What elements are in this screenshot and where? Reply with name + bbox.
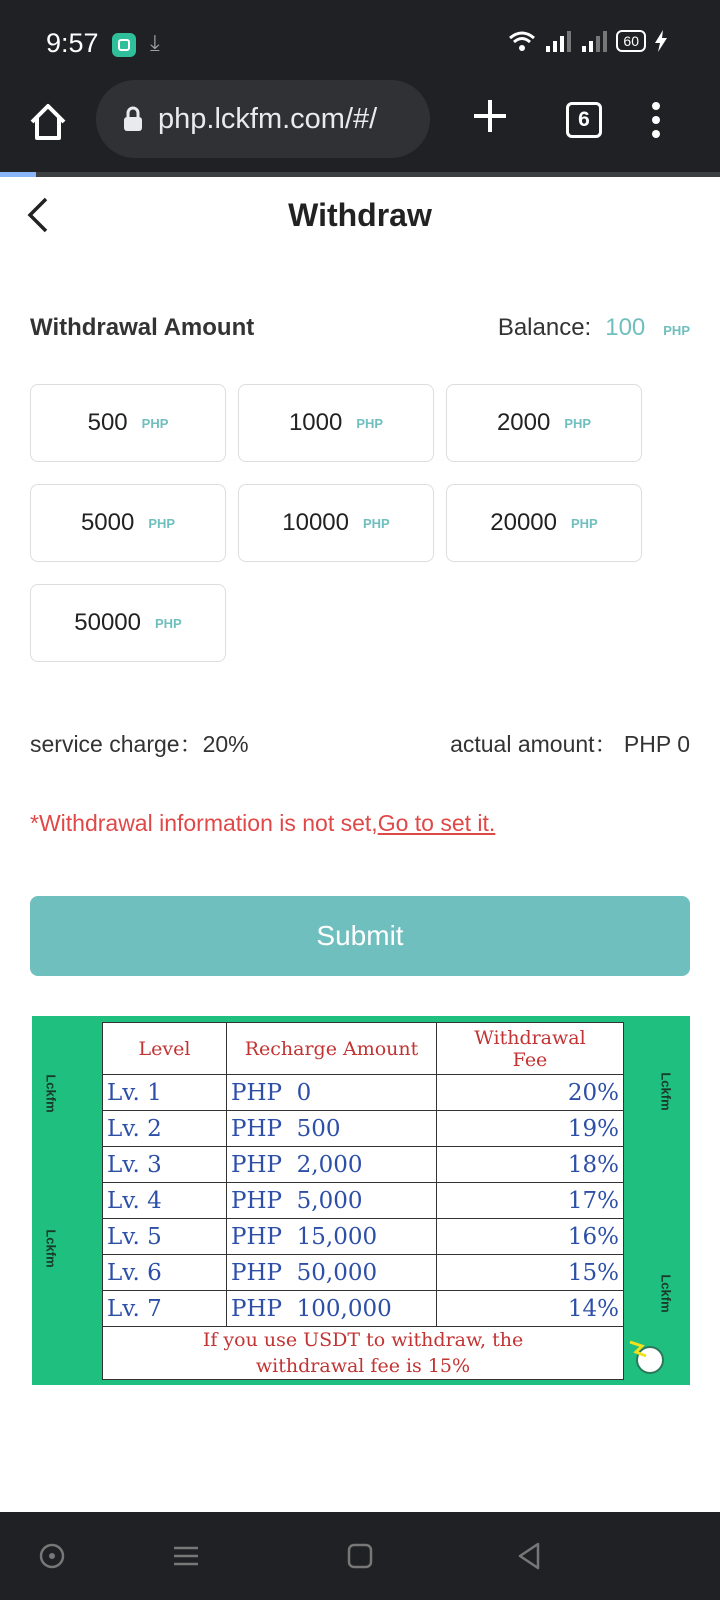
amount-option-1000[interactable] xyxy=(238,384,434,462)
side-label: Lckfm xyxy=(43,1074,59,1113)
battery-icon: 60 xyxy=(616,30,646,52)
table-header-row xyxy=(103,1023,624,1075)
level-cell: Lv. 4 xyxy=(103,1183,227,1219)
balance xyxy=(498,314,690,342)
back-nav-icon[interactable] xyxy=(514,1540,546,1572)
table-note-row xyxy=(103,1327,624,1380)
option-currency: PHP xyxy=(564,415,592,431)
amount-option-5000[interactable] xyxy=(30,484,226,562)
recharge-cell: PHP 500 xyxy=(227,1111,437,1147)
new-tab-icon[interactable] xyxy=(470,96,510,136)
url-text: php.lckfm.com/#/ xyxy=(158,102,378,135)
lock-icon xyxy=(122,106,144,132)
fee-cell: 16% xyxy=(437,1219,624,1255)
fee-table xyxy=(102,1022,624,1380)
fee-cell: 14% xyxy=(437,1291,624,1327)
assistant-icon[interactable] xyxy=(36,1540,68,1572)
withdrawal-info-warning xyxy=(30,810,495,837)
option-amount: 5000 xyxy=(80,509,135,536)
header-recharge: Recharge Amount xyxy=(227,1023,437,1075)
header-fee: Withdrawal Fee xyxy=(437,1023,624,1075)
home-icon[interactable] xyxy=(26,100,70,144)
browser-toolbar xyxy=(0,88,720,172)
option-amount: 2000 xyxy=(496,409,551,436)
level-cell: Lv. 1 xyxy=(103,1075,227,1111)
side-label: Lckfm xyxy=(43,1229,59,1268)
table-row xyxy=(103,1183,624,1219)
fee-cell: 18% xyxy=(437,1147,624,1183)
recents-icon[interactable] xyxy=(170,1540,202,1572)
option-amount: 500 xyxy=(87,409,128,436)
option-currency: PHP xyxy=(356,415,384,431)
amount-option-20000[interactable] xyxy=(446,484,642,562)
withdrawal-amount-label: Withdrawal Amount xyxy=(30,314,255,341)
option-currency: PHP xyxy=(155,615,182,631)
home-nav-icon[interactable] xyxy=(344,1540,376,1572)
recharge-cell: PHP 50,000 xyxy=(227,1255,437,1291)
download-icon: ⤓ xyxy=(150,30,160,55)
recharge-cell: PHP 5,000 xyxy=(227,1183,437,1219)
more-menu-icon[interactable] xyxy=(650,100,662,140)
actual-amount: actual amount： PHP 0 xyxy=(450,731,690,757)
charging-icon xyxy=(654,30,668,52)
submit-button[interactable]: Submit xyxy=(30,896,690,976)
level-cell: Lv. 5 xyxy=(103,1219,227,1255)
balance-value: 100 xyxy=(605,314,646,341)
fee-cell: 15% xyxy=(437,1255,624,1291)
side-label: Lckfm xyxy=(658,1274,674,1313)
table-row xyxy=(103,1219,624,1255)
option-amount: 50000 xyxy=(74,609,141,636)
fee-cell: 17% xyxy=(437,1183,624,1219)
page-title: Withdraw xyxy=(288,197,432,233)
signal-icon xyxy=(544,30,572,52)
header-level: Level xyxy=(103,1023,227,1075)
amount-option-500[interactable] xyxy=(30,384,226,462)
table-row xyxy=(103,1111,624,1147)
status-time: 9:57 xyxy=(46,28,99,58)
mascot-icon xyxy=(628,1336,668,1376)
recharge-cell: PHP 2,000 xyxy=(227,1147,437,1183)
table-row xyxy=(103,1255,624,1291)
table-row xyxy=(103,1075,624,1111)
option-currency: PHP xyxy=(141,415,169,431)
warning-text: *Withdrawal information is not set, xyxy=(30,810,378,836)
amount-option-10000[interactable] xyxy=(238,484,434,562)
balance-label: Balance: xyxy=(497,314,592,341)
balance-currency: PHP xyxy=(663,323,690,338)
url-bar[interactable] xyxy=(96,80,430,158)
level-cell: Lv. 6 xyxy=(103,1255,227,1291)
tab-switcher-button[interactable]: 6 xyxy=(566,102,602,138)
option-currency: PHP xyxy=(148,515,176,531)
fee-table-banner xyxy=(32,1016,690,1385)
recharge-cell: PHP 100,000 xyxy=(227,1291,437,1327)
signal-icon-2 xyxy=(580,30,608,52)
recharge-cell: PHP 0 xyxy=(227,1075,437,1111)
side-label: Lckfm xyxy=(658,1072,674,1111)
table-row xyxy=(103,1291,624,1327)
status-bar xyxy=(0,0,720,88)
amount-option-50000[interactable] xyxy=(30,584,226,662)
level-cell: Lv. 7 xyxy=(103,1291,227,1327)
usdt-fee-note: If you use USDT to withdraw, the withdrawal fee is 15% xyxy=(103,1327,624,1380)
withdrawal-amount-row xyxy=(30,314,690,350)
table-row xyxy=(103,1147,624,1183)
fee-cell: 20% xyxy=(437,1075,624,1111)
recharge-cell: PHP 15,000 xyxy=(227,1219,437,1255)
app-notification-icon xyxy=(112,33,136,57)
option-amount: 20000 xyxy=(490,509,557,536)
option-currency: PHP xyxy=(363,515,390,531)
status-icons xyxy=(508,30,668,52)
level-cell: Lv. 3 xyxy=(103,1147,227,1183)
option-amount: 1000 xyxy=(288,409,343,436)
option-currency: PHP xyxy=(571,515,598,531)
system-nav-bar xyxy=(0,1512,720,1600)
level-cell: Lv. 2 xyxy=(103,1111,227,1147)
page-header xyxy=(0,177,720,257)
service-charge: service charge：20% xyxy=(30,731,249,757)
wifi-icon xyxy=(508,30,536,52)
go-to-set-link[interactable]: Go to set it. xyxy=(377,810,496,836)
amount-option-2000[interactable] xyxy=(446,384,642,462)
option-amount: 10000 xyxy=(282,509,349,536)
fee-cell: 19% xyxy=(437,1111,624,1147)
